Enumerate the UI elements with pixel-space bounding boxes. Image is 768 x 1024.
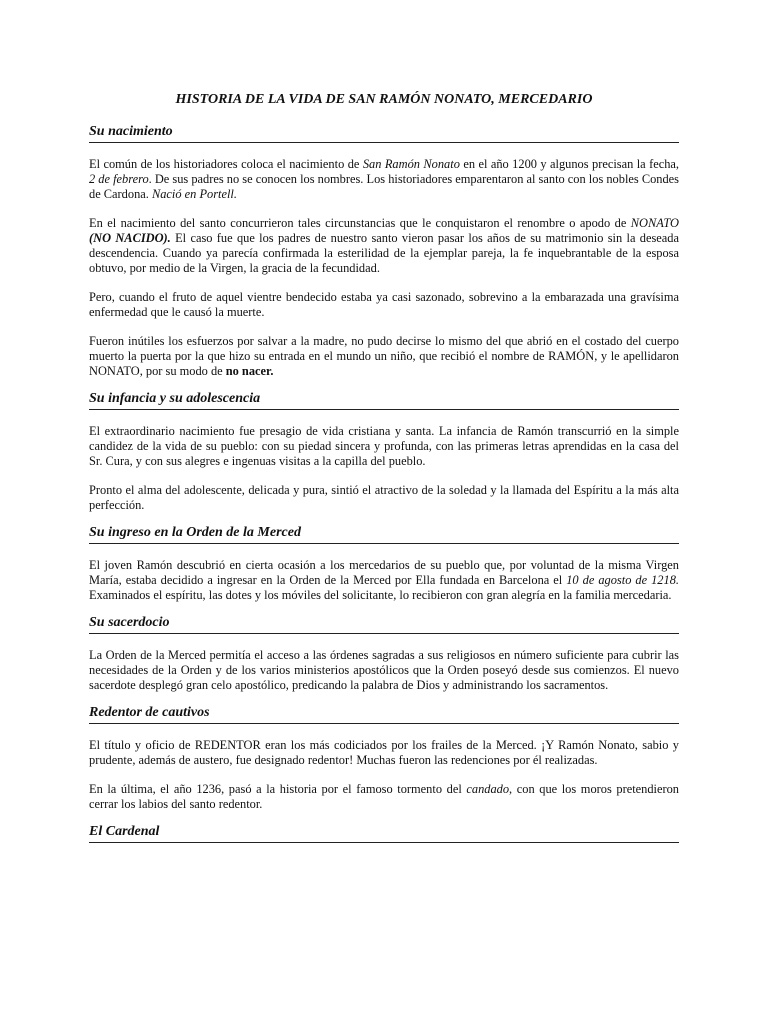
text-run: El común de los historiadores coloca el nacimiento de [89,157,363,171]
paragraph [89,738,679,768]
text-run: En la última, el año 1236, pasó a la historia por el famoso tormento del [89,782,467,796]
text-run: Fueron inútiles los esfuerzos por salvar a la madre, no pudo decirse lo mismo del que abrió en el costado del cuerpo muerto la puerta por la que hizo su entrada en el mundo un niño, que recibió el nombre de RAMÓN, y le apellidaron NONATO, por su modo de [89,334,679,378]
text-run: NONATO [630,216,679,230]
paragraph [89,782,679,812]
paragraph [89,483,679,513]
text-run: 10 de agosto de 1218. [566,573,679,587]
section-heading: Su sacerdocio [89,615,679,634]
text-run: . De sus padres no se conocen los nombres. Los historiadores emparentaron al santo con los nobles Condes de Cardona. [89,172,679,201]
section-heading: El Cardenal [89,824,679,843]
section [89,124,679,379]
paragraph [89,648,679,693]
text-run: candado [466,782,510,796]
text-run: El extraordinario nacimiento fue presagio de vida cristiana y santa. La infancia de Ramón transcurrió en la simple candidez de la vida de su pueblo: con su piedad sincera y profunda, con las primeras letras aprendidas en la casa del Sr. Cura, y con sus alegres e ingenuas visitas a la capilla del pueblo. [89,424,679,468]
text-run: El título y oficio de REDENTOR eran los más codiciados por los frailes de la Merced. ¡Y Ramón Nonato, sabio y prudente, además de austero, fue designado redentor! Muchas fueron las redenciones por él realizadas. [89,738,679,767]
section-heading: Su ingreso en la Orden de la Merced [89,525,679,544]
document-body [89,124,679,843]
text-run: La Orden de la Merced permitía el acceso a las órdenes sagradas a sus religiosos en número suficiente para cubrir las necesidades de la Orden y de los varios ministerios apostólicos que la Orden poseyó desde sus comienzos. El nuevo sacerdote desplegó gran celo apostólico, predicando la palabra de Dios y administrando los sacramentos. [89,648,679,692]
text-run: El caso fue que los padres de nuestro santo vieron pasar los años de su matrimonio sin la deseada descendencia. Cuando ya parecía confirmada la esterilidad de la ejemplar pareja, la fe inquebrantable de la esposa obtuvo, por medio de la Virgen, la gracia de la fecundidad. [89,231,680,275]
text-run: Nació en Portell. [151,187,237,201]
text-run: (NO NACIDO). [89,231,171,245]
paragraph [89,334,679,379]
document-page [89,92,679,857]
section [89,824,679,843]
text-run: En el nacimiento del santo concurrieron tales circunstancias que le conquistaron el renombre o apodo de [89,216,631,230]
paragraph [89,157,679,202]
paragraph [89,216,679,276]
section [89,615,679,693]
document-title: HISTORIA DE LA VIDA DE SAN RAMÓN NONATO, MERCEDARIO [175,92,593,107]
text-run: Examinados el espíritu, las dotes y los móviles del solicitante, lo recibieron con gran alegría en la familia mercedaria. [89,588,672,602]
text-run: El joven Ramón descubrió en cierta ocasión a los mercedarios de su pueblo que, por voluntad de la misma Virgen María, estaba decidido a ingresar en la Orden de la Merced por Ella fundada en Barcelona el [89,558,679,587]
section-heading: Su infancia y su adolescencia [89,391,679,410]
text-run: , con que los moros pretendieron cerrar los labios del santo redentor. [89,782,679,811]
section [89,525,679,603]
text-run: en el año 1200 y algunos precisan la fecha, [459,157,680,171]
section-heading: Su nacimiento [89,124,679,143]
paragraph [89,290,679,320]
paragraph [89,558,679,603]
paragraph [89,424,679,469]
text-run: no nacer. [225,364,274,378]
text-run: Pero, cuando el fruto de aquel vientre bendecido estaba ya casi sazonado, sobrevino a la embarazada una gravísima enfermedad que le causó la muerte. [89,290,679,319]
text-run: 2 de febrero [89,172,149,186]
section-heading: Redentor de cautivos [89,705,679,724]
text-run: San Ramón Nonato [362,157,460,171]
text-run: Pronto el alma del adolescente, delicada y pura, sintió el atractivo de la soledad y la llamada del Espíritu a la más alta perfección. [89,483,679,512]
section [89,391,679,513]
section [89,705,679,812]
